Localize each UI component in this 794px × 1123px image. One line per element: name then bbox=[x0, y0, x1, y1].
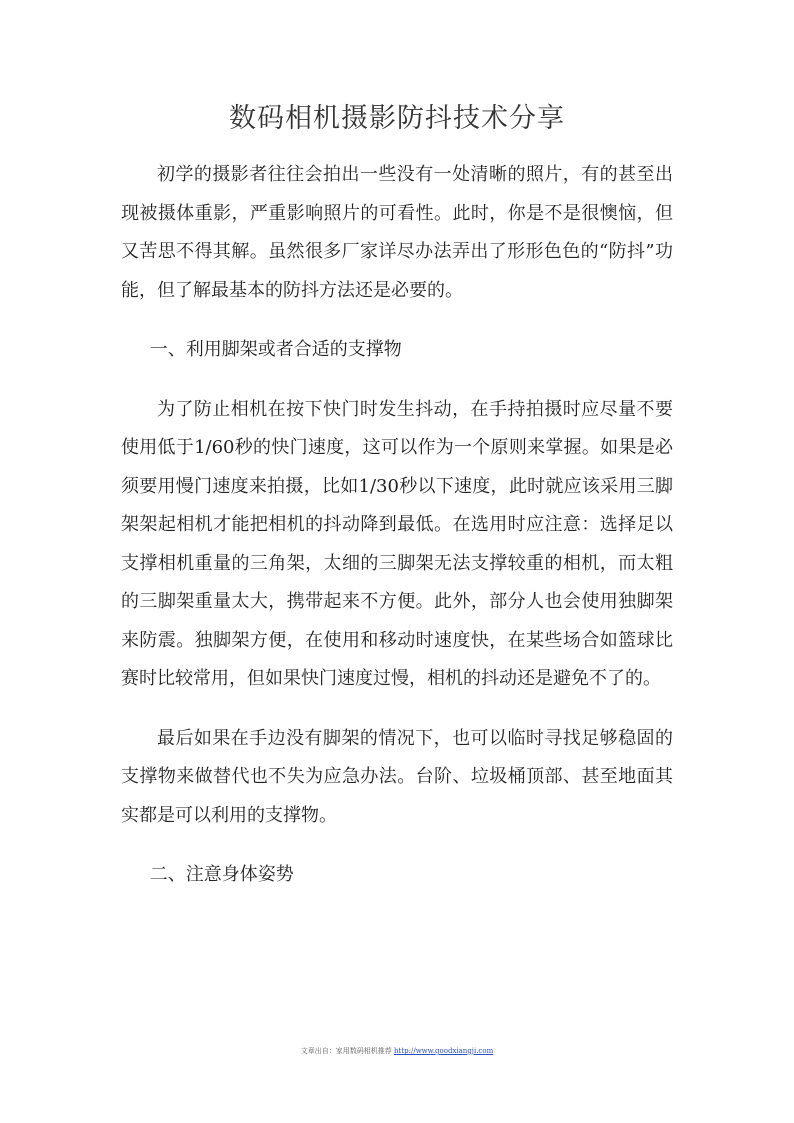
intro-paragraph: 初学的摄影者往往会拍出一些没有一处清晰的照片，有的甚至出现被摄体重影，严重影响照片的可看性。此时，你是不是很懊恼，但又苦思不得其解。虽然很多厂家详尽办法弄出了形形色色的“防抖”功能，但了解最基本的防抖方法还是必要的。 bbox=[121, 164, 673, 301]
footer-source-label: 文章出自：家用数码相机推荐 bbox=[300, 1047, 394, 1055]
section-heading-posture: 二、注意身体姿势 bbox=[149, 864, 294, 885]
section-heading-tripod: 一、利用脚架或者合适的支撑物 bbox=[149, 339, 402, 360]
page-footer bbox=[0, 1046, 794, 1056]
document-title: 数码相机摄影防抖技术分享 bbox=[229, 103, 565, 134]
support-paragraph: 最后如果在手边没有脚架的情况下，也可以临时寻找足够稳固的支撑物来做替代也不失为应急办法。台阶、垃圾桶顶部、甚至地面其实都是可以利用的支撑物。 bbox=[121, 727, 673, 826]
footer-source-link[interactable]: http://www.goodxiangji.com bbox=[394, 1047, 494, 1055]
tripod-paragraph: 为了防止相机在按下快门时发生抖动，在手持拍摄时应尽量不要使用低于1/60秒的快门速度，这可以作为一个原则来掌握。如果是必须要用慢门速度来拍摄，比如1/30秒以下速度，此时就应该采用三脚架架起相机才能把相机的抖动降到最低。在选用时应注意：选择足以支撑相机重量的三角架，太细的三脚架无法支撑较重的相机，而太粗的三脚架重量太大，携带起来不方便。此外，部分人也会使用独脚架来防震。独脚架方便，在使用和移动时速度快，在某些场合如篮球比赛时比较常用，但如果快门速度过慢，相机的抖动还是避免不了的。 bbox=[121, 398, 673, 689]
document-body bbox=[121, 156, 673, 916]
